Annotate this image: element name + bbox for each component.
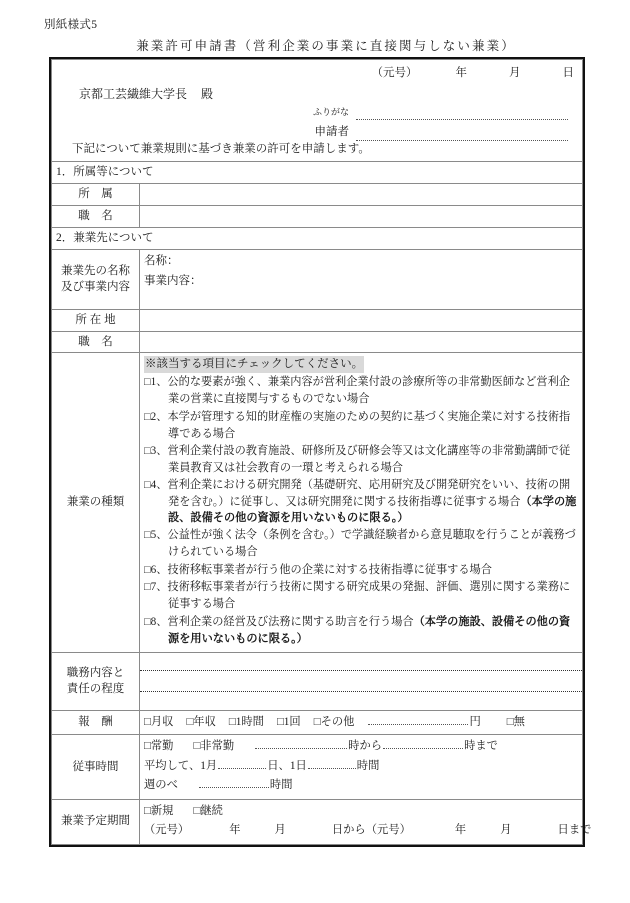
- work-kind-item-text: 、公益性が強く法令（条例を含む。）で学識経験者から意見聴取を行うことが義務づけられている場合: [156, 529, 576, 559]
- hours-avg-prefix: 平均して、1月: [144, 759, 218, 772]
- work-kind-checkbox-item-6[interactable]: [144, 562, 578, 579]
- workplace-name-row: [52, 249, 583, 309]
- header-row: [52, 60, 583, 162]
- pay-option-monthly[interactable]: [144, 714, 173, 731]
- hours-avg-hours-input[interactable]: [308, 759, 356, 769]
- section1-heading: 1．所属等について: [52, 162, 583, 184]
- checkbox-icon: □: [193, 739, 201, 752]
- period-day-to: 日まで: [557, 824, 592, 837]
- period-year-from: 年: [229, 824, 241, 837]
- work-kind-item-text: 、営利企業の経営及び法務に関する助言を行う場合: [156, 615, 414, 628]
- workplace-name-input[interactable]: [140, 249, 583, 309]
- work-kind-checkbox-item-2[interactable]: [144, 409, 578, 442]
- workplace-address-label: 所 在 地: [52, 309, 140, 331]
- checkbox-icon: □: [313, 715, 321, 728]
- application-form-table: [49, 57, 592, 847]
- workplace-name-label-line1: 兼業先の名称: [61, 264, 130, 277]
- position-row: [52, 205, 583, 227]
- pay-option-yearly[interactable]: [186, 714, 215, 731]
- addressee-name: 京都工芸繊維大学長: [79, 87, 188, 101]
- month-label: 月: [509, 67, 521, 79]
- era-label: （元号）: [371, 67, 418, 79]
- work-kind-item-number: 7: [150, 581, 157, 594]
- addressee-honorific: 殿: [201, 87, 214, 101]
- pay-option-hourly-label: 1時間: [235, 715, 264, 728]
- workplace-position-row: [52, 331, 583, 353]
- applicant-input[interactable]: [356, 130, 568, 141]
- pay-option-monthly-label: 月収: [150, 715, 174, 728]
- duty-label-line2: 責任の程度: [66, 683, 125, 696]
- hours-line-3: [144, 776, 578, 796]
- work-kind-item-number: 1: [150, 376, 157, 389]
- position-label: 職 名: [52, 205, 140, 227]
- pay-option-none-label: 無: [513, 715, 525, 728]
- duty-label: [52, 652, 140, 710]
- duty-line-2: [140, 691, 582, 692]
- hours-from-input[interactable]: [255, 739, 347, 749]
- duty-writing-lines: [140, 653, 582, 710]
- furigana-row: [52, 106, 582, 120]
- pay-option-yearly-label: 年収: [193, 715, 216, 728]
- checkbox-icon: □: [193, 805, 201, 818]
- hours-avg-days-input[interactable]: [218, 759, 266, 769]
- period-option-new-label: 新規: [150, 805, 174, 818]
- pay-options-cell: [140, 710, 583, 734]
- intro-text: 下記について兼業規則に基づき兼業の許可を申請します。: [72, 142, 370, 155]
- work-kind-row: [52, 353, 583, 653]
- workplace-position-label: 職 名: [52, 331, 140, 353]
- checkbox-icon: □: [144, 615, 151, 628]
- duty-label-line1: 職務内容と: [66, 666, 125, 679]
- workplace-address-input[interactable]: [140, 309, 583, 331]
- pay-amount-input[interactable]: [368, 715, 468, 725]
- hours-option-fulltime-label: 常勤: [150, 739, 174, 752]
- work-kind-item-number: 8: [150, 615, 157, 628]
- day-label: 日: [562, 67, 574, 79]
- checkbox-icon: □: [144, 410, 151, 423]
- hours-label: 従事時間: [52, 734, 140, 799]
- period-era-from: （元号）: [144, 824, 190, 837]
- period-year-to: 年: [454, 824, 467, 837]
- hours-option-parttime-label: 非常勤: [200, 739, 235, 752]
- hours-avg-day-unit: 日、1日: [267, 759, 307, 772]
- section2-heading: 2．兼業先について: [52, 227, 583, 249]
- period-line-2: [144, 821, 592, 840]
- work-kind-item-text: 、本学が管理する知的財産権の実施のための契約に基づく実施企業に対する技術指導である場合: [156, 410, 571, 440]
- pay-option-none[interactable]: [507, 714, 525, 731]
- pay-options: [144, 714, 578, 731]
- duty-input[interactable]: [140, 652, 583, 710]
- work-kind-checkbox-item-1[interactable]: [144, 374, 578, 407]
- hours-to-unit: 時まで: [464, 739, 498, 752]
- workplace-business-field-label: 事業内容：: [144, 275, 202, 288]
- checklist-notice: ※該当する項目にチェックしてください。: [144, 356, 364, 373]
- checkbox-icon: □: [144, 529, 151, 542]
- affiliation-row: [52, 184, 583, 206]
- pay-label: 報 酬: [52, 710, 140, 734]
- work-kind-item-text: 、公的な要素が強く、兼業内容が営利企業付設の診療所等の非常勤医師など営利企業の営業に直接関与するものでない場合: [156, 376, 570, 406]
- hours-cell: [140, 734, 583, 799]
- applicant-label: 申請者: [314, 125, 349, 138]
- period-option-continue[interactable]: [193, 805, 222, 817]
- hours-row: [52, 734, 583, 799]
- section1-heading-row: [52, 162, 583, 184]
- period-row: [52, 800, 583, 844]
- period-cell: [140, 800, 592, 844]
- work-kind-checkbox-item-7[interactable]: [144, 579, 578, 612]
- work-kind-label: 兼業の種類: [52, 353, 140, 653]
- work-kind-item-number: 3: [150, 444, 157, 457]
- work-kind-checkbox-item-8[interactable]: [144, 614, 578, 647]
- position-input[interactable]: [140, 205, 583, 227]
- pay-option-per-time[interactable]: [277, 714, 301, 731]
- duty-line-1: [140, 670, 582, 671]
- addressee-line: [79, 85, 213, 103]
- pay-option-other-label: その他: [320, 715, 355, 728]
- work-kind-item-text: 、営利企業付設の教育施設、研修所及び研修会等又は文化講座等の非常勤講師で従業員教育又は社会教育の一環と考えられる場合: [156, 444, 571, 474]
- checkbox-icon: □: [228, 715, 236, 728]
- workplace-position-input[interactable]: [140, 331, 583, 353]
- date-line: [372, 65, 575, 82]
- work-kind-checklist: [140, 353, 583, 653]
- period-line-1: [144, 802, 578, 821]
- duty-row: [52, 652, 583, 710]
- hours-option-fulltime[interactable]: [144, 740, 173, 752]
- work-kind-item-number: 5: [150, 529, 157, 542]
- affiliation-input[interactable]: [140, 184, 583, 206]
- form-code-label: 別紙様式5: [44, 19, 98, 31]
- pay-row: [52, 710, 583, 734]
- work-kind-checkbox-item-5[interactable]: [144, 527, 578, 560]
- checklist-items: [144, 374, 578, 646]
- hours-from-unit: 時から: [348, 739, 383, 752]
- pay-option-per-time-label: 1回: [283, 715, 301, 728]
- checkbox-icon: □: [144, 376, 151, 389]
- checkbox-icon: □: [144, 739, 151, 752]
- work-kind-item-text: 、技術移転事業者が行う他の企業に対する技術指導に従事する場合: [156, 563, 492, 576]
- workplace-name-label: [52, 249, 140, 309]
- workplace-name-label-line2: 及び事業内容: [61, 281, 130, 294]
- work-kind-item-number: 4: [150, 478, 157, 491]
- checkbox-icon: □: [276, 715, 284, 728]
- checkbox-icon: □: [144, 581, 151, 594]
- applicant-fields: [52, 106, 582, 145]
- pay-option-other[interactable]: [314, 714, 355, 731]
- work-kind-item-number: 2: [150, 410, 157, 423]
- checkbox-icon: □: [144, 478, 151, 491]
- checkbox-icon: □: [506, 715, 514, 728]
- checkbox-icon: □: [186, 715, 194, 728]
- year-label: 年: [455, 67, 467, 79]
- period-month-to: 月: [500, 824, 512, 837]
- checkbox-icon: □: [144, 563, 151, 576]
- workplace-address-row: [52, 309, 583, 331]
- applicant-row: [52, 124, 582, 141]
- work-kind-item-emphasis: （本学の施設、設備その他の資源を用いないものに限る。）: [168, 495, 577, 525]
- furigana-input[interactable]: [356, 109, 568, 120]
- affiliation-label: 所 属: [52, 184, 140, 206]
- furigana-label: ふりがな: [312, 107, 349, 117]
- pay-option-hourly[interactable]: [229, 714, 264, 731]
- work-kind-checkbox-item-4[interactable]: [144, 477, 578, 526]
- workplace-name-field-label: 名称：: [144, 254, 179, 267]
- header-cell: [52, 60, 583, 162]
- work-kind-item-text: 、営利企業における研究開発（基礎研究、応用研究及び開発研究をいい、技術の開発を含む。）に従事し、又は研究開発に関する技術指導に従事する場合: [156, 478, 571, 508]
- hours-line-2: [144, 757, 578, 777]
- hours-avg-hour-unit: 時間: [356, 759, 380, 772]
- period-label: 兼業予定期間: [52, 800, 140, 844]
- hours-weekly-unit: 時間: [269, 779, 293, 792]
- hours-to-input[interactable]: [383, 739, 463, 749]
- checkbox-icon: □: [144, 805, 151, 818]
- document-title: 兼業許可申請書（営利企業の事業に直接関与しない兼業）: [136, 39, 516, 53]
- hours-weekly-label: 週のべ: [144, 779, 178, 792]
- hours-weekly-input[interactable]: [199, 778, 269, 788]
- period-month-from: 月: [274, 824, 286, 837]
- period-option-continue-label: 継続: [200, 805, 223, 818]
- period-option-new[interactable]: [144, 805, 173, 817]
- work-kind-checkbox-item-3[interactable]: [144, 443, 578, 476]
- hours-line-1: [144, 737, 578, 757]
- work-kind-item-text: 、技術移転事業者が行う技術に関する研究成果の発掘、評価、選別に関する業務に従事する場合: [156, 581, 571, 611]
- work-kind-item-number: 6: [150, 563, 157, 576]
- pay-yen-unit: 円: [469, 715, 481, 728]
- work-kind-item-emphasis: （本学の施設、設備その他の資源を用いないものに限る。）: [168, 615, 571, 645]
- checkbox-icon: □: [144, 444, 151, 457]
- section2-heading-row: [52, 227, 583, 249]
- period-day-from: 日から（元号）: [331, 824, 411, 837]
- checkbox-icon: □: [144, 715, 151, 728]
- hours-option-parttime[interactable]: [193, 740, 234, 752]
